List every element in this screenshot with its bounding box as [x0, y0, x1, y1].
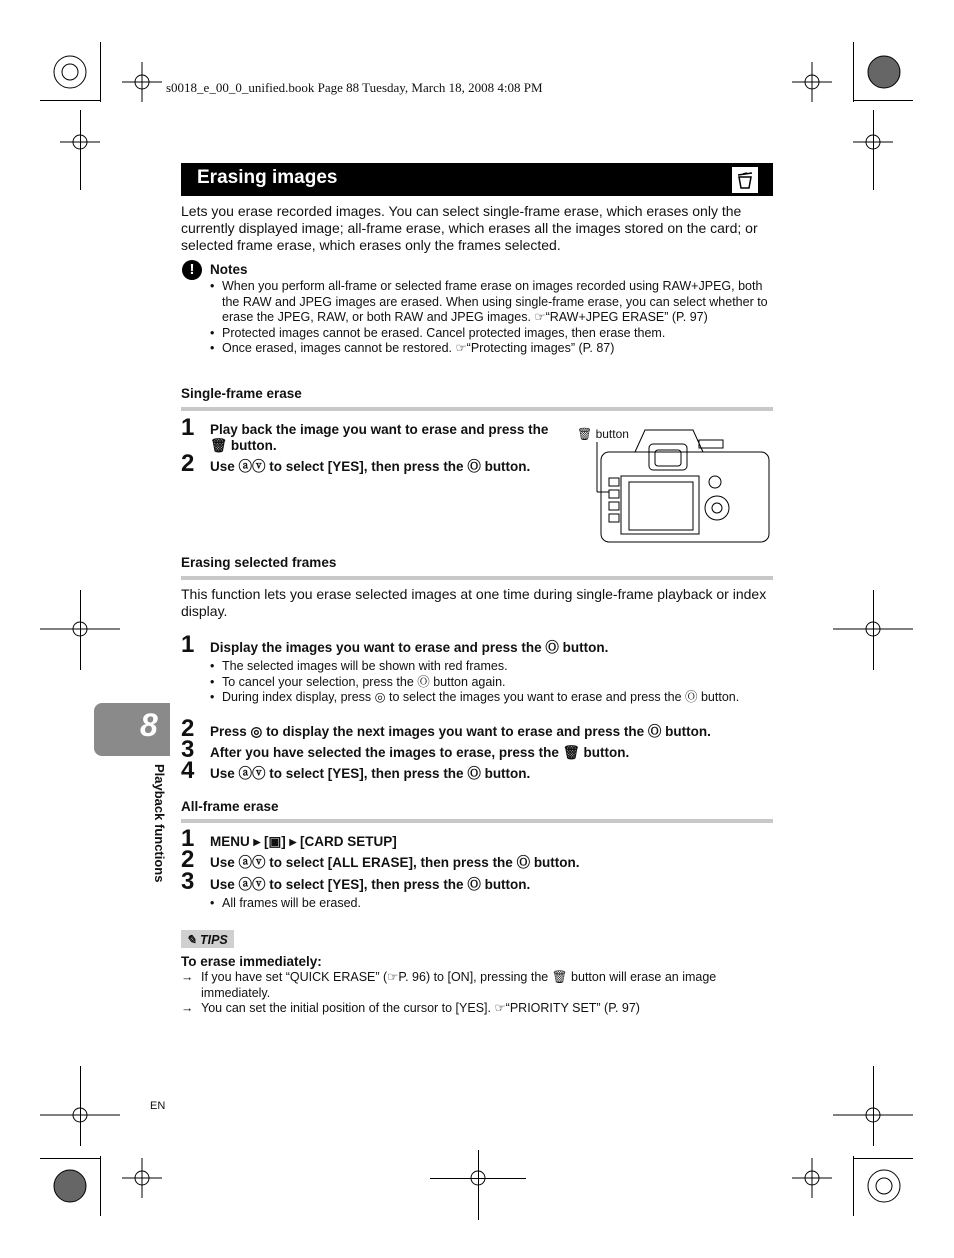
list-item: • During index display, press ◎ to select the images you want to erase and press the Ⓞ button.: [208, 690, 748, 706]
arrow-right-icon: →: [181, 1001, 194, 1015]
language-label: EN: [150, 1100, 166, 1112]
tips-heading: To erase immediately:: [181, 954, 322, 969]
chapter-label: Playback functions: [152, 764, 167, 883]
step-number: 1: [181, 414, 195, 441]
list-item: → If you have set “QUICK ERASE” (☞P. 96) to [ON], pressing the 🗑 button will erase an image immediately.: [181, 970, 717, 1000]
step-number: 1: [181, 631, 195, 658]
list-item: • When you perform all-frame or selected frame erase on images recorded using RAW+JPEG, both the RAW and JPEG images are erased. When using single-frame erase, you can select whether to erase the JPEG, RAW, or both RAW and JPEG images. ☞“RAW+JPEG ERASE” (P. 97): [208, 279, 773, 326]
step-number: 2: [181, 846, 195, 873]
notes-label: Notes: [210, 262, 248, 277]
step-text: Use ⓐⓥ to select [YES], then press the Ⓞ button.: [210, 877, 531, 892]
notes-list: [208, 279, 773, 357]
step-number: 3: [181, 868, 195, 895]
step-number: 2: [181, 450, 195, 477]
chapter-number: 8: [140, 707, 158, 743]
arrow-right-icon: →: [181, 970, 194, 984]
step-number: 3: [181, 736, 195, 763]
step-text: Use ⓐⓥ to select [ALL ERASE], then press the Ⓞ button.: [210, 855, 580, 870]
list-item: • All frames will be erased.: [208, 896, 748, 912]
section-divider: [181, 819, 773, 823]
step-number: 1: [181, 825, 195, 852]
section-divider: [181, 407, 773, 411]
selected-intro: This function lets you erase selected images at one time during single-frame playback or index display.: [181, 586, 767, 619]
section-heading-allframe: All-frame erase: [181, 799, 279, 814]
selected-bullets: [208, 659, 748, 706]
step-number: 4: [181, 757, 195, 784]
intro-text: Lets you erase recorded images. You can select single-frame erase, which erases only the currently displayed image; all-frame erase, which erases all the images stored on the card; or selected frame erase, which erases only the frames selected.: [181, 203, 758, 253]
tips-label: ✎ TIPS: [186, 933, 228, 947]
step-text: Play back the image you want to erase and press the 🗑 button.: [210, 422, 549, 453]
book-header: s0018_e_00_0_unified.book Page 88 Tuesday, March 18, 2008 4:08 PM: [166, 80, 543, 95]
list-item: • The selected images will be shown with red frames.: [208, 659, 748, 675]
step-text: Use ⓐⓥ to select [YES], then press the Ⓞ button.: [210, 459, 531, 474]
section-heading-selected: Erasing selected frames: [181, 555, 337, 570]
step-text: Use ⓐⓥ to select [YES], then press the Ⓞ button.: [210, 766, 531, 781]
step-text: MENU ▸ [▣] ▸ [CARD SETUP]: [210, 834, 397, 849]
trash-icon: 🗑: [577, 427, 593, 441]
step-text: After you have selected the images to erase, press the 🗑 button.: [210, 745, 630, 760]
list-item: • Once erased, images cannot be restored. ☞“Protecting images” (P. 87): [208, 341, 773, 357]
tips-list: [181, 970, 773, 1017]
camera-button-callout: 🗑 button: [577, 427, 629, 441]
page-title: Erasing images: [197, 167, 338, 188]
note-icon: ✎: [186, 933, 197, 947]
list-item: • To cancel your selection, press the Ⓞ button again.: [208, 675, 748, 691]
step-text: Display the images you want to erase and press the Ⓞ button.: [210, 640, 609, 655]
section-heading-single: Single-frame erase: [181, 386, 302, 401]
trash-icon: [731, 166, 759, 194]
chapter-tab: [94, 703, 170, 756]
camera-back-illustration: [575, 424, 773, 546]
list-item: → You can set the initial position of the cursor to [YES]. ☞“PRIORITY SET” (P. 97): [181, 1001, 640, 1015]
step-text: Press ◎ to display the next images you want to erase and press the Ⓞ button.: [210, 724, 711, 739]
warning-icon: !: [182, 260, 202, 280]
allframe-bullets: [208, 896, 748, 912]
step-number: 2: [181, 715, 195, 742]
section-divider: [181, 576, 773, 580]
list-item: • Protected images cannot be erased. Cancel protected images, then erase them.: [208, 326, 773, 342]
